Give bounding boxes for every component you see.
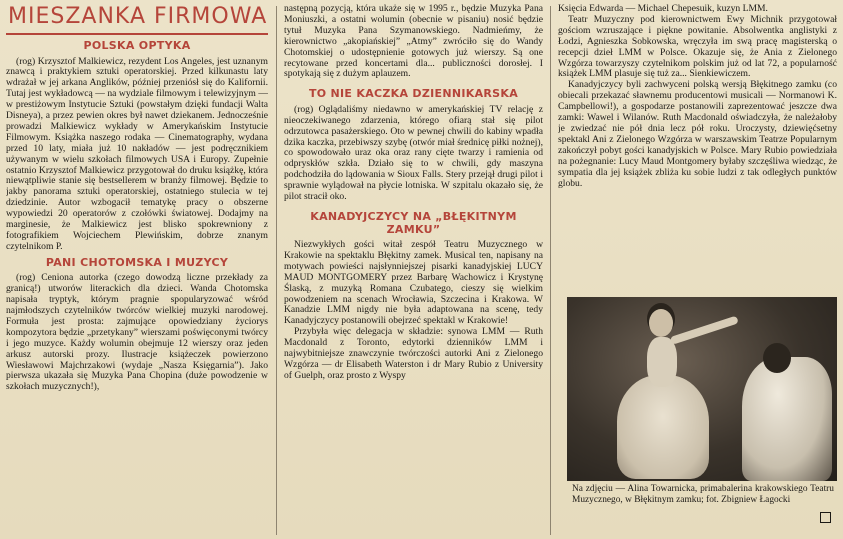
partner-figure	[742, 357, 832, 481]
column-2	[284, 4, 543, 535]
ballerina-head	[649, 309, 673, 337]
partner-head	[763, 343, 791, 373]
article-paragraph-continued: Księcia Edwarda — Michael Chepesuik, kuzyn LMM.	[558, 4, 768, 14]
article-paragraph: (rog) Ceniona autorka (czego dowodzą liczne przekłady za granicą!) utworów literackich dla dzieci. Wanda Chotomska napisała tryptyk, którym pragnie spopularyzować wśród najmłodszych czytelników twórców wielkiej muzyki narodowej. Formuła jest prosta: zajmujące opowiedziany życiorys kompozytora będzie „przetykany” wierszami poświęconymi twórcy i jego muzyce. Każdy wolumin obejmuje 12 wierszy oraz jeden arkusz autorski prozy. Ilustracje książeczek powierzono Wiesławowi Majchrzakowi (wydaje „Nasza Księgarnia”). Jako pierwsza ukazała się Muzyka Pana Chopina (duże powodzenie w szkołach muzycznych!),	[6, 272, 268, 393]
ballerina-torso	[647, 337, 677, 387]
article-paragraph-continued: następną pozycją, która ukaże się w 1995 r., będzie Muzyka Pana Moniuszki, a ostatni wolumin (obecnie w pisaniu) nosić będzie tytuł Muzyka Pana Szymanowskiego. Nadmieńmy, że kierownictwo „akopiańskiej” „Atmy” zwróciło się do Wandy Chotomskiej o udostępnienie gotowych już wierszy. Są one recytowane przed koncertami dla... publiczności dorosłej. I spotykają się z dużym aplauzem.	[284, 4, 543, 80]
end-mark-square	[820, 512, 831, 523]
article-headline-polska-optyka: POLSKA OPTYKA	[83, 39, 191, 52]
column-masthead: MIESZANKA FIRMOWA	[8, 4, 268, 29]
column-divider	[276, 6, 277, 535]
photo-caption: Na zdjęciu — Alina Towarnicka, primabalerina krakowskiego Teatru Muzycznego, w Błękitnym zamku; fot. Zbigniew Łagocki	[572, 484, 834, 505]
article-paragraph: Niezwykłych gości witał zespół Teatru Muzycznego w Krakowie na spektaklu Błękitny zamek. Musical ten, napisany na motywach powieści najsłynniejszej pisarki kanadyjskiej LUCY MAUD MONTGOMERY przez Barbarę Wachowicz i Krystynę Ślaską, z muzyką Romana Czubatego, cieszy się wielkim powodzeniem na scenach Wrocławia, Szczecina i Krakowa. W Kanadzie LMM nigdy nie była adaptowana na scenę, tedy Kanadyjczycy postanowili obejrzeć spektakl w Krakowie!	[284, 239, 543, 327]
article-paragraph: (rog) Oglądaliśmy niedawno w amerykańskiej TV relację z nieoczekiwanego zdarzenia, którego ofiarą stał się pilot odrzutowca pasażerskiego. Oto w pewnej chwili do kabiny wpadła dzika kaczka, przebiwszy szybę (otwór miał średnicę piłki nożnej), co spowodowało uraz oka oraz rany cięte twarzy i ramienia od odpryskłów szkła. Działo się to w chwili, gdy maszyna podchodziła do lądowania w Sioux Falls. Stery przejął drugi pilot i sprawnie wylądował na płycie lotniska. W szpitalu okazało się, że pilot stracił oko.	[284, 103, 543, 203]
ballet-photo	[567, 297, 837, 481]
article-paragraph: Przybyła więc delegacja w składzie: synowa LMM — Ruth Macdonald z Toronto, edytorki dzienników LMM i najwybitniejsze znawczynie twórczości autorki Ani z Zielonego Wzgórza — dr Elisabeth Waterston i dr Mary Rubio z University of Guelph, oraz prosto z Wyspy	[284, 326, 543, 381]
column-3	[558, 4, 837, 295]
article-headline-kanadyjczycy: KANADYJCZYCY NA „BŁĘKITNYM ZAMKU”	[310, 210, 517, 236]
article-headline-pani-chotomska: PANI CHOTOMSKA I MUZYCY	[45, 255, 229, 269]
ballerina-arm	[670, 316, 739, 345]
column-1	[6, 36, 268, 535]
article-paragraph: Kanadyjczycy byli zachwyceni polską wersją Błękitnego zamku (co obiecali przekazać sławnemu producentowi musicali — Normanowi K. Campbellowi!), a gospodarze postanowili zaprezentować jeszcze dwa zamki: Wawel i Wilanów. Ruth Macdonald oświadczyła, że należałoby je zwiedzać nie pół dnia lecz pół roku. Uroczysty, dziewięćsetny spektakl Ani z Zielonego Wzgórza w warszawskim Teatrze Popularnym zakończył pobyt gości kanadyjskich w Polsce. Mary Rubio powiedziała na pożegnanie: Lucy Maud Montgomery byłaby szczęśliwa wiedząc, że sympatia dla jej książek zbliża ku sobie ludzi z tak odległych punktów globu.	[558, 79, 837, 189]
masthead-underline	[6, 33, 268, 35]
article-headline-kaczka: TO NIE KACZKA DZIENNIKARSKA	[308, 87, 519, 101]
ballerina-dress	[617, 375, 709, 479]
article-paragraph: (rog) Krzysztof Malkiewicz, rezydent Los Angeles, jest uznanym znawcą i praktykiem sztuki operatorskiej. Przed kilkunastu laty wdrażał w jej arkana Anglików, później przeniósł się do Kalifornii. Tutaj jest wykładowcą — na wydziale filmowym i telewizyjnym — w prestiżowym Instytucie Sztuki (powstałym dzięki fundacji Walta Disneya), a przez pewien okres był nawet dziekanem. Jednocześnie prowadzi Malkiewicz wykłady w Amerykańskim Instytucie Filmowym. Książka naszego rodaka — Cinematography, wydana przed 10 laty, miała już 10 nakładów — jest podręcznikiem używanym w wielu szkołach filmowych USA i Europy. Zupełnie ostatnio Krzysztof Malkiewicz przygotował do druku książkę, która niewątpliwie stanie się bestsellerem w branży filmowej. Będzie to jakby panorama sztuki operatorskiej, ostatniego stulecia w tej dziedzinie. Autor wzbogacił tematykę pracy o obszerne wypowiedzi 20 operatorów z czołówki światowej. Dodajmy na marginesie, że Malkiewicz jest blisko spokrewniony z fotografikiem Wojciechem Plewińskim, dobrze znanym czytelnikom P.	[6, 55, 268, 252]
article-paragraph: Teatr Muzyczny pod kierownictwem Ewy Michnik przygotował gościom wzruszające i piękne powitanie. Absolwentka anglistyki z Łodzi, Agnieszka Sobkowska, wręczyła im swą pracę magisterską o recepcji dzieł LMM w Polsce. Okazuje się, że Ania z Zielonego Wzgórza towarzyszy czytelnikom polskim już od lat 72, a popularność książek LMM plasuje się tuż za... Sienkiewiczem.	[558, 13, 837, 80]
column-divider	[550, 6, 551, 535]
